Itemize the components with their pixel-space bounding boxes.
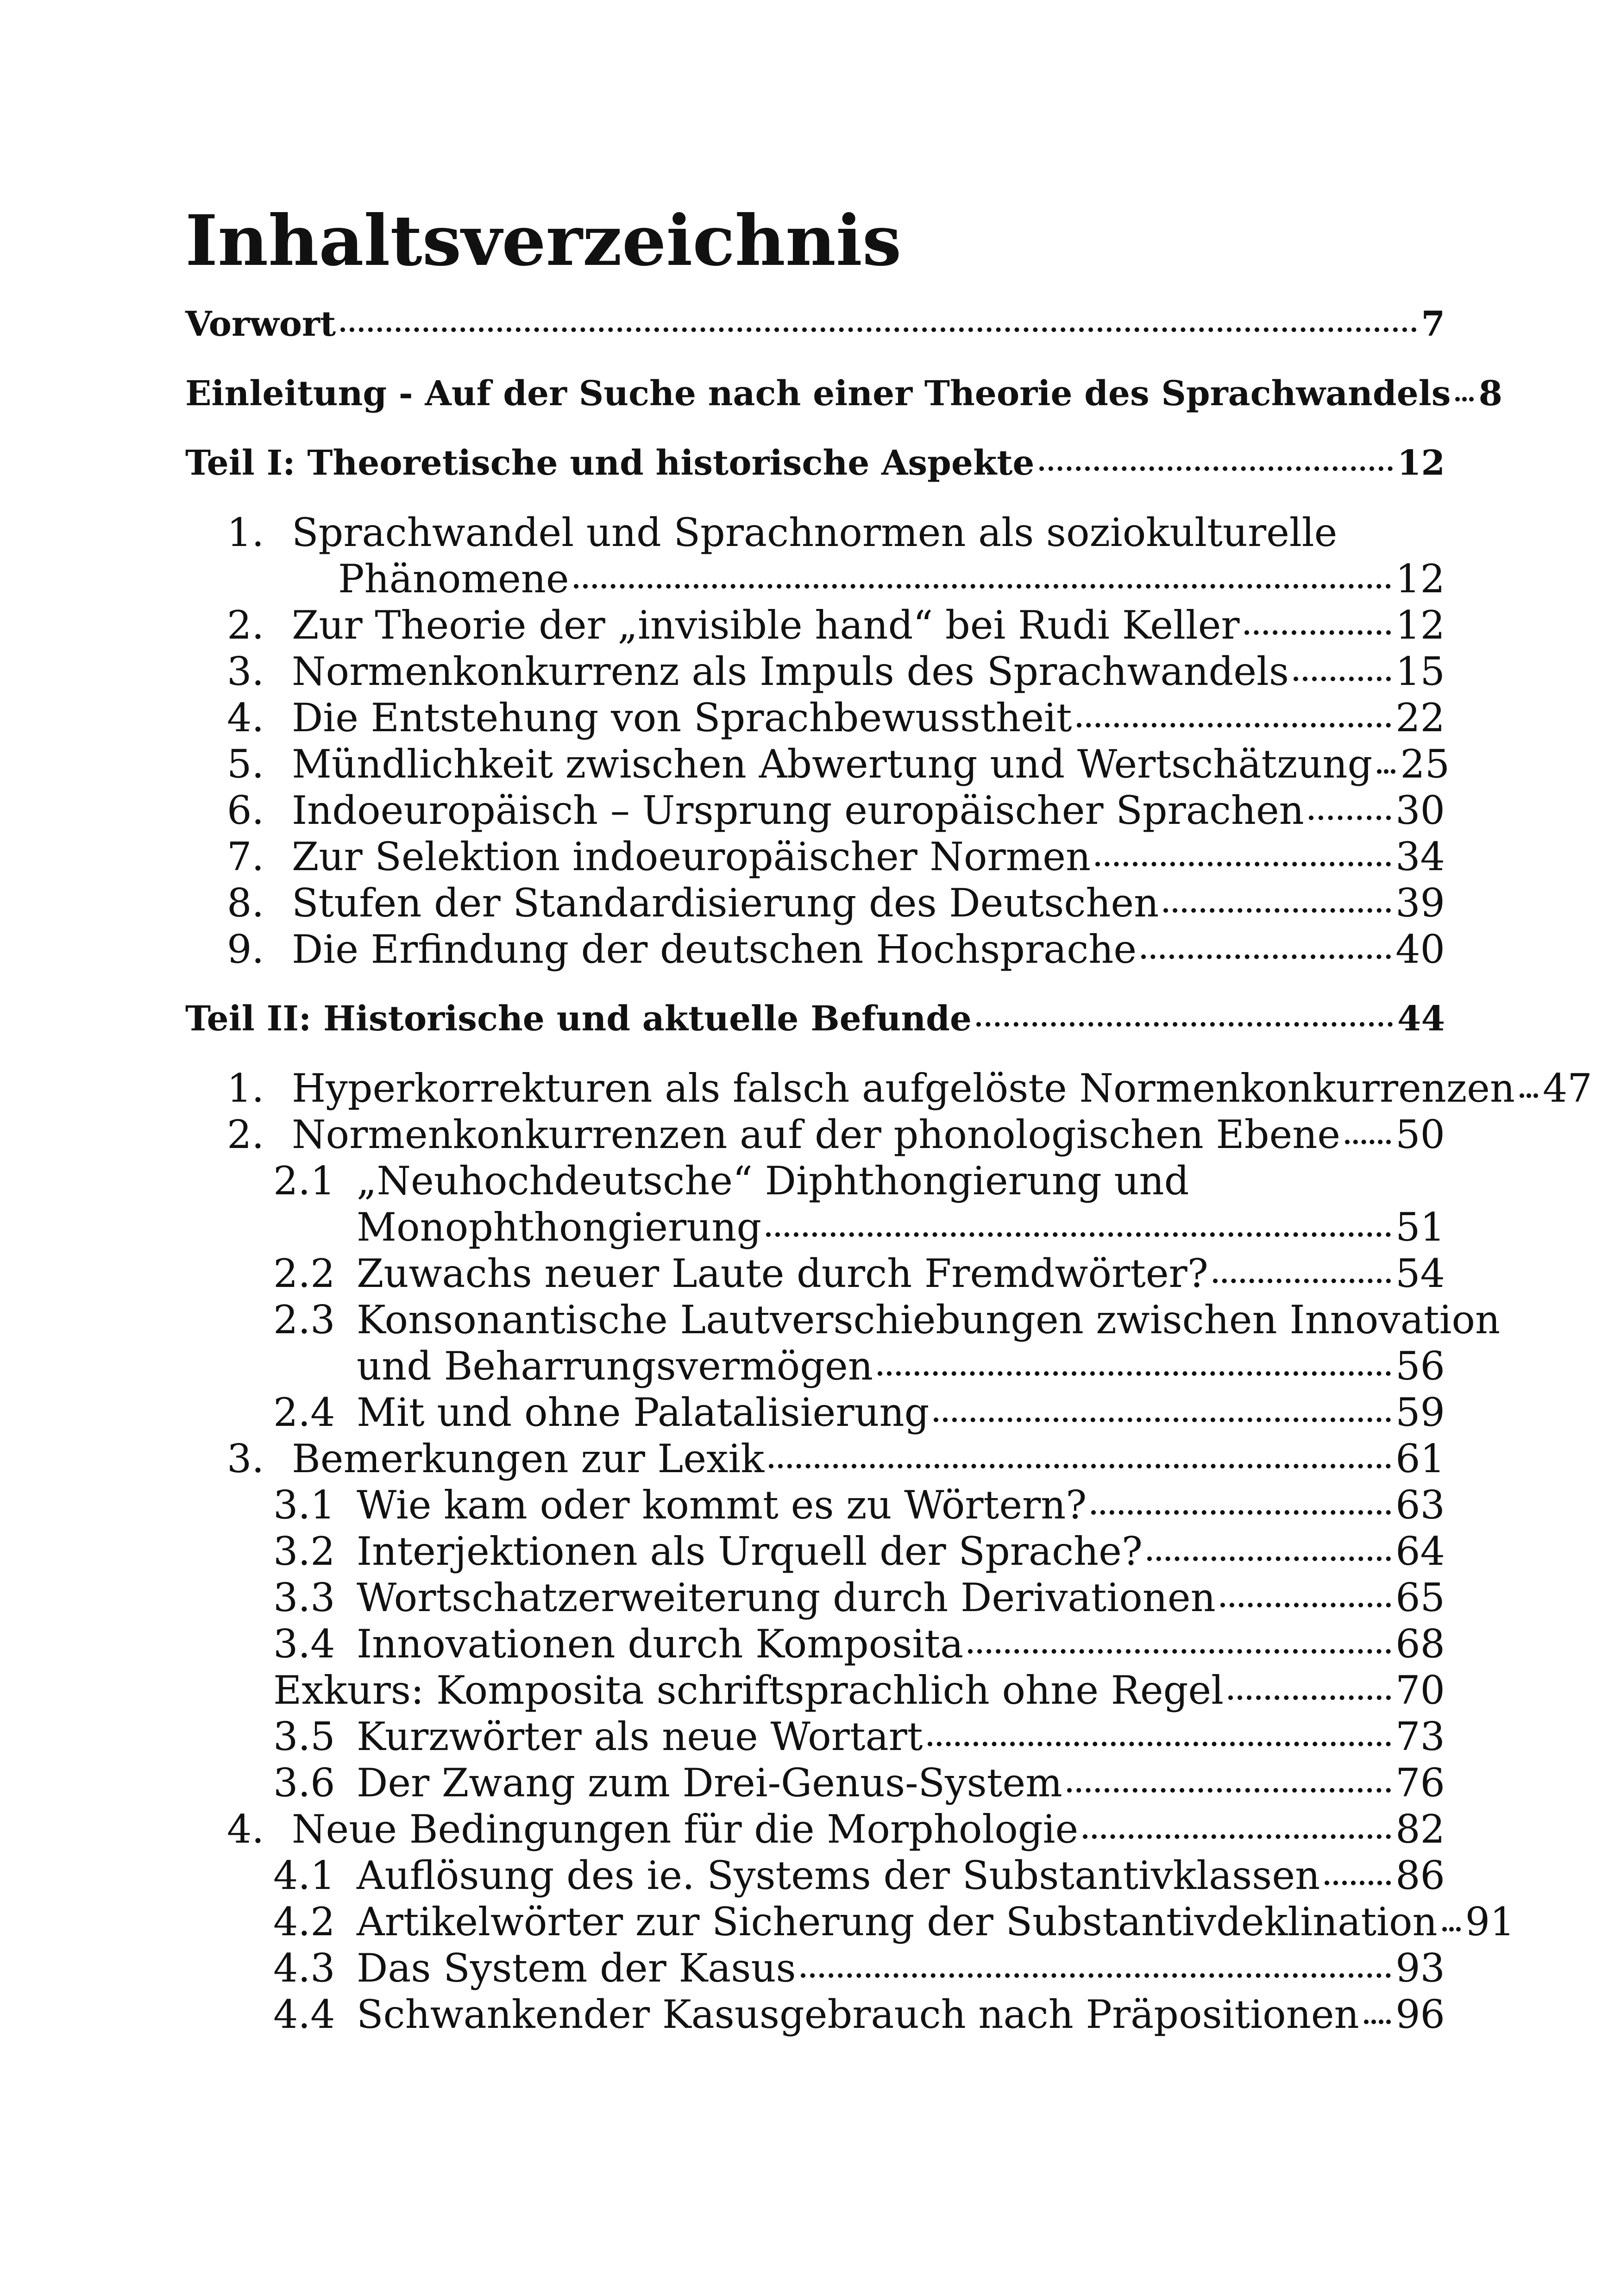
leader-dots xyxy=(928,1742,1391,1746)
toc-entry-page: 12 xyxy=(1397,443,1445,483)
toc-entry-2-1[interactable] xyxy=(185,1065,1592,1111)
toc-entry-num: 4.1 xyxy=(273,1853,335,1898)
leader-dots xyxy=(1442,1927,1461,1932)
toc-entry-page: 65 xyxy=(1395,1575,1445,1620)
toc-entry-page: 70 xyxy=(1395,1668,1445,1713)
toc-entry-1-8[interactable] xyxy=(185,880,1445,926)
toc-entry-num: 2.4 xyxy=(273,1390,335,1435)
toc-entry-page: 22 xyxy=(1395,695,1445,740)
toc-entry-exkurs[interactable] xyxy=(185,1667,1445,1713)
leader-dots xyxy=(1083,1834,1391,1839)
toc-entry-title: Vorwort xyxy=(185,304,336,344)
toc-entry-title: Einleitung - Auf der Suche nach einer Theorie des Sprachwandels xyxy=(185,374,1451,414)
toc-entry-title: Kurzwörter als neue Wortart xyxy=(357,1714,923,1759)
toc-entry-2-3[interactable] xyxy=(185,1436,1445,1482)
toc-entry-page: 7 xyxy=(1421,304,1445,344)
toc-entry-line2 xyxy=(185,556,1445,602)
leader-dots xyxy=(1244,630,1391,635)
toc-entry-2-3-3[interactable] xyxy=(185,1575,1445,1621)
toc-entry-page: 96 xyxy=(1395,1992,1445,2037)
toc-entry-2-4-4[interactable] xyxy=(185,1991,1445,2038)
toc-entry-num: 8. xyxy=(227,880,264,926)
leader-dots xyxy=(976,1022,1393,1027)
leader-dots xyxy=(968,1649,1391,1654)
toc-entry-1-7[interactable] xyxy=(185,834,1445,880)
toc-entry-num: 2.2 xyxy=(273,1251,335,1296)
leader-dots xyxy=(1228,1695,1391,1700)
toc-entry-title: Innovationen durch Komposita xyxy=(357,1621,964,1667)
leader-dots xyxy=(1095,862,1391,866)
toc-entry-num: 1. xyxy=(227,510,264,555)
toc-entry-title: Monophthongierung xyxy=(357,1204,762,1250)
leader-dots xyxy=(1077,723,1391,728)
toc-entry-2-3-2[interactable] xyxy=(185,1528,1445,1575)
toc-entry-1-5[interactable] xyxy=(185,741,1450,787)
toc-entry-num: 3.3 xyxy=(273,1575,335,1620)
leader-dots xyxy=(1220,1603,1391,1607)
toc-entry-2-4-3[interactable] xyxy=(185,1945,1445,1991)
toc-entry-line1 xyxy=(185,1158,1445,1204)
toc-entry-title: Das System der Kasus xyxy=(357,1945,796,1991)
toc-entry-page: 30 xyxy=(1395,788,1445,833)
toc-entry-2-2[interactable] xyxy=(185,1111,1445,1158)
toc-entry-title: Bemerkungen zur Lexik xyxy=(292,1436,765,1481)
toc-entry-2-4-1[interactable] xyxy=(185,1852,1445,1899)
toc-entry-2-3-5[interactable] xyxy=(185,1713,1445,1760)
leader-dots xyxy=(1377,769,1395,774)
toc-entry-page: 76 xyxy=(1395,1760,1445,1806)
toc-entry-2-2-1[interactable] xyxy=(185,1158,1445,1250)
toc-entry-einleitung[interactable] xyxy=(185,370,1502,417)
toc-entry-page: 12 xyxy=(1395,602,1445,648)
toc-entry-num: 2.1 xyxy=(273,1158,335,1204)
toc-entry-2-4[interactable] xyxy=(185,1806,1445,1852)
toc-entry-num: 3.1 xyxy=(273,1482,335,1528)
toc-entry-title-line1: „Neuhochdeutsche“ Diphthongierung und xyxy=(357,1158,1189,1204)
leader-dots xyxy=(574,584,1391,589)
leader-dots xyxy=(1520,1093,1538,1098)
toc-entry-line1 xyxy=(185,1297,1501,1343)
toc-entry-page: 50 xyxy=(1395,1112,1445,1157)
toc-entry-1-2[interactable] xyxy=(185,602,1445,648)
toc-entry-num: 6. xyxy=(227,788,264,833)
toc-entry-title: Teil I: Theoretische und historische Aspekte xyxy=(185,443,1035,483)
toc-entry-1-6[interactable] xyxy=(185,787,1445,834)
toc-entry-page: 86 xyxy=(1395,1853,1445,1898)
leader-dots xyxy=(1163,908,1391,913)
leader-dots xyxy=(1067,1788,1391,1793)
toc-entry-title: Interjektionen als Urquell der Sprache? xyxy=(357,1529,1143,1574)
leader-dots xyxy=(1325,1881,1391,1885)
toc-entry-page: 63 xyxy=(1395,1482,1445,1528)
toc-entry-num: 3.4 xyxy=(273,1621,335,1667)
toc-entry-title: Schwankender Kasusgebrauch nach Präpositionen xyxy=(357,1992,1359,2037)
toc-entry-page: 25 xyxy=(1400,741,1450,787)
toc-entry-num: 4. xyxy=(227,1807,264,1852)
leader-dots xyxy=(769,1464,1391,1468)
leader-dots xyxy=(1364,2020,1391,2024)
toc-entry-num: 4.4 xyxy=(273,1992,335,2037)
leader-dots xyxy=(340,327,1416,332)
leader-dots xyxy=(1213,1279,1391,1283)
toc-entry-page: 59 xyxy=(1395,1390,1445,1435)
toc-entry-page: 44 xyxy=(1397,999,1445,1039)
toc-entry-num: 4. xyxy=(227,695,264,740)
leader-dots xyxy=(1345,1140,1391,1144)
toc-list xyxy=(185,301,1592,2038)
toc-entry-num: 3. xyxy=(227,649,264,694)
toc-entry-title: Normenkonkurrenzen auf der phonologischen Ebene xyxy=(292,1112,1341,1157)
leader-dots xyxy=(878,1371,1391,1376)
leader-dots xyxy=(1141,954,1391,959)
toc-entry-page: 34 xyxy=(1395,834,1445,879)
leader-dots xyxy=(1455,397,1474,401)
toc-entry-page: 40 xyxy=(1395,927,1445,972)
toc-entry-title: Die Erfindung der deutschen Hochsprache xyxy=(292,927,1137,972)
toc-entry-line2 xyxy=(185,1343,1445,1389)
toc-entry-title: Normenkonkurrenz als Impuls des Sprachwandels xyxy=(292,649,1289,694)
toc-entry-teil-1[interactable] xyxy=(185,440,1445,486)
toc-entry-vorwort[interactable] xyxy=(185,301,1445,347)
toc-entry-title: und Beharrungsvermögen xyxy=(357,1343,873,1389)
toc-entry-title: Zur Selektion indoeuropäischer Normen xyxy=(292,834,1091,879)
toc-entry-title: Wortschatzerweiterung durch Derivationen xyxy=(357,1575,1216,1620)
toc-entry-num: 7. xyxy=(227,834,264,879)
toc-entry-2-2-2[interactable] xyxy=(185,1250,1445,1297)
toc-entry-page: 39 xyxy=(1395,880,1445,926)
toc-entry-page: 61 xyxy=(1395,1436,1445,1481)
toc-entry-title-line1: Konsonantische Lautverschiebungen zwischen Innovation xyxy=(357,1297,1501,1342)
toc-entry-num: 3.6 xyxy=(273,1760,335,1806)
toc-entry-1-9[interactable] xyxy=(185,926,1445,972)
toc-entry-title: Mündlichkeit zwischen Abwertung und Wertschätzung xyxy=(292,741,1373,787)
toc-entry-1-4[interactable] xyxy=(185,695,1445,741)
toc-entry-2-3-6[interactable] xyxy=(185,1760,1445,1806)
leader-dots xyxy=(1147,1556,1391,1561)
toc-entry-page: 73 xyxy=(1395,1714,1445,1759)
toc-entry-page: 68 xyxy=(1395,1621,1445,1667)
toc-entry-num: 5. xyxy=(227,741,264,787)
toc-entry-line2 xyxy=(185,1204,1445,1250)
toc-entry-num: 4.2 xyxy=(273,1899,335,1945)
leader-dots xyxy=(1091,1510,1391,1515)
toc-entry-title: Indoeuropäisch – Ursprung europäischer Sprachen xyxy=(292,788,1304,833)
toc-entry-num: 4.3 xyxy=(273,1945,335,1991)
toc-entry-title: Stufen der Standardisierung des Deutschen xyxy=(292,880,1159,926)
toc-entry-title: Zuwachs neuer Laute durch Fremdwörter? xyxy=(357,1251,1208,1296)
toc-entry-page: 93 xyxy=(1395,1945,1445,1991)
toc-entry-2-4-2[interactable] xyxy=(185,1899,1515,1945)
leader-dots xyxy=(934,1418,1391,1422)
toc-entry-title: Zur Theorie der „invisible hand“ bei Rudi Keller xyxy=(292,602,1240,648)
toc-entry-title-line1: Sprachwandel und Sprachnormen als soziokulturelle xyxy=(292,510,1338,555)
toc-entry-num: 9. xyxy=(227,927,264,972)
toc-page xyxy=(185,199,1592,2038)
toc-entry-page: 82 xyxy=(1395,1807,1445,1852)
toc-entry-num: 3.2 xyxy=(273,1529,335,1574)
toc-entry-title: Auflösung des ie. Systems der Substantivklassen xyxy=(357,1853,1320,1898)
toc-entry-num: 3.5 xyxy=(273,1714,335,1759)
toc-entry-2-2-3[interactable] xyxy=(185,1297,1501,1389)
toc-entry-title: Wie kam oder kommt es zu Wörtern? xyxy=(357,1482,1087,1528)
toc-entry-num: 2.3 xyxy=(273,1297,335,1342)
toc-entry-title: Der Zwang zum Drei-Genus-System xyxy=(357,1760,1062,1806)
toc-entry-num: 1. xyxy=(227,1066,264,1111)
toc-entry-page: 15 xyxy=(1395,649,1445,694)
toc-entry-title: Hyperkorrekturen als falsch aufgelöste Normenkonkurrenzen xyxy=(292,1066,1515,1111)
toc-entry-title: Exkurs: Komposita schriftsprachlich ohne Regel xyxy=(273,1668,1224,1713)
toc-entry-1-3[interactable] xyxy=(185,648,1445,695)
toc-entry-2-3-1[interactable] xyxy=(185,1482,1445,1528)
toc-entry-page: 64 xyxy=(1395,1529,1445,1574)
toc-entry-title: Die Entstehung von Sprachbewusstheit xyxy=(292,695,1072,740)
toc-entry-page: 12 xyxy=(1395,556,1445,602)
toc-entry-title: Teil II: Historische und aktuelle Befunde xyxy=(185,999,972,1039)
leader-dots xyxy=(1039,466,1393,471)
toc-entry-page: 56 xyxy=(1395,1343,1445,1389)
toc-entry-page: 8 xyxy=(1478,374,1502,414)
toc-entry-title: Artikelwörter zur Sicherung der Substantivdeklination xyxy=(357,1899,1438,1945)
leader-dots xyxy=(1309,816,1391,820)
page-title: Inhaltsverzeichnis xyxy=(185,200,902,282)
toc-entry-num: 2. xyxy=(227,1112,264,1157)
toc-entry-title: Mit und ohne Palatalisierung xyxy=(357,1390,930,1435)
toc-entry-line1 xyxy=(185,509,1445,556)
toc-entry-num: 2. xyxy=(227,602,264,648)
leader-dots xyxy=(801,1973,1391,1978)
toc-entry-num: 3. xyxy=(227,1436,264,1481)
toc-entry-page: 51 xyxy=(1395,1204,1445,1250)
toc-entry-title: Neue Bedingungen für die Morphologie xyxy=(292,1807,1079,1852)
toc-entry-title: Phänomene xyxy=(338,556,569,602)
leader-dots xyxy=(766,1232,1391,1237)
toc-entry-page: 91 xyxy=(1465,1899,1515,1945)
toc-entry-2-2-4[interactable] xyxy=(185,1389,1445,1436)
toc-entry-1-1[interactable] xyxy=(185,509,1445,602)
toc-entry-teil-2[interactable] xyxy=(185,996,1445,1042)
toc-entry-2-3-4[interactable] xyxy=(185,1621,1445,1667)
toc-entry-page: 54 xyxy=(1395,1251,1445,1296)
leader-dots xyxy=(1294,677,1391,681)
toc-entry-page: 47 xyxy=(1542,1066,1592,1111)
